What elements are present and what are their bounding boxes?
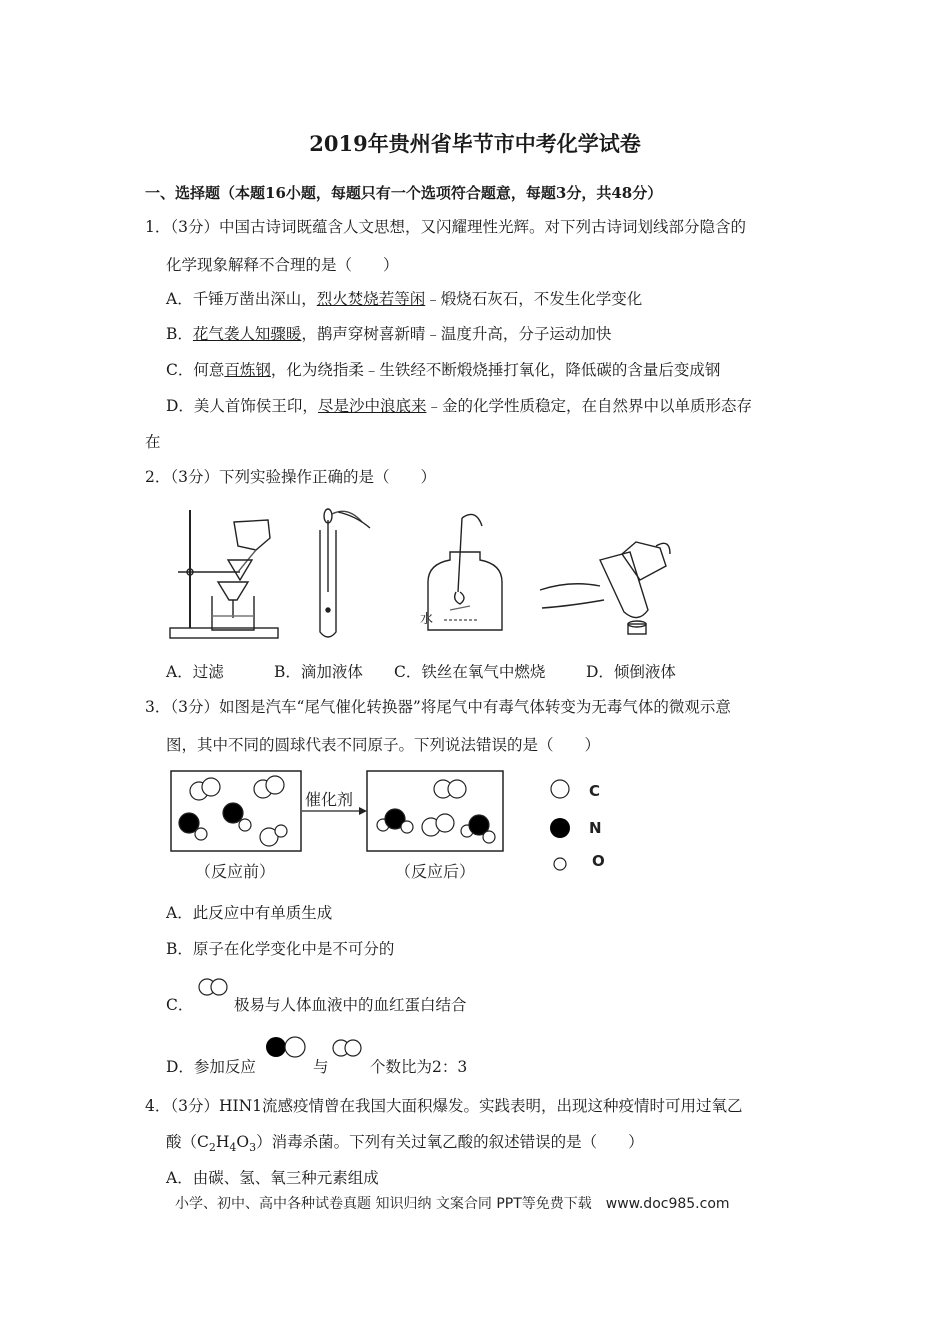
catalyst-label: 催化剂 xyxy=(305,790,354,809)
legend-oxygen-circle xyxy=(554,858,566,870)
after-molecules xyxy=(377,780,495,843)
legend-carbon-circle xyxy=(551,780,569,798)
q3-option-d-text: 个数比为2：3 xyxy=(370,1058,468,1076)
before-label: （反应前） xyxy=(195,862,276,881)
q3-option-c-prefix: C． xyxy=(166,996,194,1014)
legend-o: O xyxy=(592,852,605,870)
iron-wire-burning-apparatus xyxy=(428,514,502,630)
q3-stem-line1: 3．（3分）如图是汽车“尾气催化转换器”将尾气中有毒气体转变为无毒气体的微观示意 xyxy=(145,698,731,716)
q2-option-b: B．滴加液体 xyxy=(274,663,363,681)
filtration-apparatus xyxy=(170,510,278,638)
q2-stem: 2．（3分）下列实验操作正确的是（ ） xyxy=(145,468,436,486)
water-label: 水 xyxy=(420,612,434,627)
q3-option-d-prefix: D．参加反应 xyxy=(166,1058,256,1076)
atom-legend xyxy=(550,780,605,870)
before-molecules xyxy=(179,776,287,846)
q1-option-c: C．何意百炼钢，化为绕指柔﹣生铁经不断煅烧捶打氧化，降低碳的含量后变成钢 xyxy=(166,361,721,379)
q3-option-b: B．原子在化学变化中是不可分的 xyxy=(166,940,395,958)
co-molecule-icon xyxy=(197,975,231,999)
q1-stem-line1: 1．（3分）中国古诗词既蕴含人文思想，又闪耀理性光辉。对下列古诗词划线部分隐含的 xyxy=(145,218,746,236)
q1-option-b: B．花气袭人知骤暖，鹊声穿树喜新晴﹣温度升高，分子运动加快 xyxy=(166,325,612,343)
dropper-apparatus xyxy=(320,509,370,637)
page-title: 2019年贵州省毕节市中考化学试卷 xyxy=(309,131,641,156)
q4-stem-line2: 酸$(C_2H_4O_3)$消毒杀菌。下列有关过氧乙酸的叙述错误的是（ ） xyxy=(166,1133,644,1155)
q2-option-c: C．铁丝在氧气中燃烧 xyxy=(394,663,546,681)
no-molecule-icon xyxy=(264,1034,310,1060)
q3-reaction-diagram xyxy=(165,765,635,890)
legend-c: C xyxy=(589,782,601,800)
pouring-apparatus xyxy=(540,542,670,634)
q4-option-a: A．由碳、氢、氧三种元素组成 xyxy=(166,1169,379,1187)
section-heading: 一、选择题（本题16小题，每题只有一个选项符合题意，每题3分，共48分） xyxy=(145,184,663,202)
page-footer: 小学、初中、高中各种试卷真题 知识归纳 文案合同 PPT等免费下载 www.doc985.com xyxy=(175,1196,730,1212)
q2-option-a: A．过滤 xyxy=(166,663,224,681)
q1-option-a: A．千锤万凿出深山，烈火焚烧若等闲﹣煅烧石灰石，不发生化学变化 xyxy=(166,290,643,308)
co-molecule-icon-2 xyxy=(330,1036,366,1060)
legend-n: N xyxy=(589,819,602,837)
q2-apparatus-figure xyxy=(160,500,680,648)
legend-nitrogen-circle xyxy=(550,818,570,838)
after-label: （反应后） xyxy=(395,862,476,881)
after-box xyxy=(367,771,503,851)
q2-option-d: D．倾倒液体 xyxy=(586,663,676,681)
q4-stem-line1: 4．（3分）HIN1流感疫情曾在我国大面积爆发。实践表明，出现这种疫情时可用过氧乙 xyxy=(145,1097,743,1115)
q3-option-c-text: 极易与人体血液中的血红蛋白结合 xyxy=(234,996,467,1014)
q3-stem-line2: 图，其中不同的圆球代表不同原子。下列说法错误的是（ ） xyxy=(166,736,601,754)
q1-option-d: D．美人首饰侯王印，尽是沙中浪底来﹣金的化学性质稳定，在自然界中以单质形态存 xyxy=(166,397,752,415)
q1-stem-line2: 化学现象解释不合理的是（ ） xyxy=(166,256,399,274)
q1-option-d-wrap: 在 xyxy=(145,433,161,451)
q3-option-d-mid: 与 xyxy=(313,1058,329,1076)
q3-option-a: A．此反应中有单质生成 xyxy=(166,904,333,922)
